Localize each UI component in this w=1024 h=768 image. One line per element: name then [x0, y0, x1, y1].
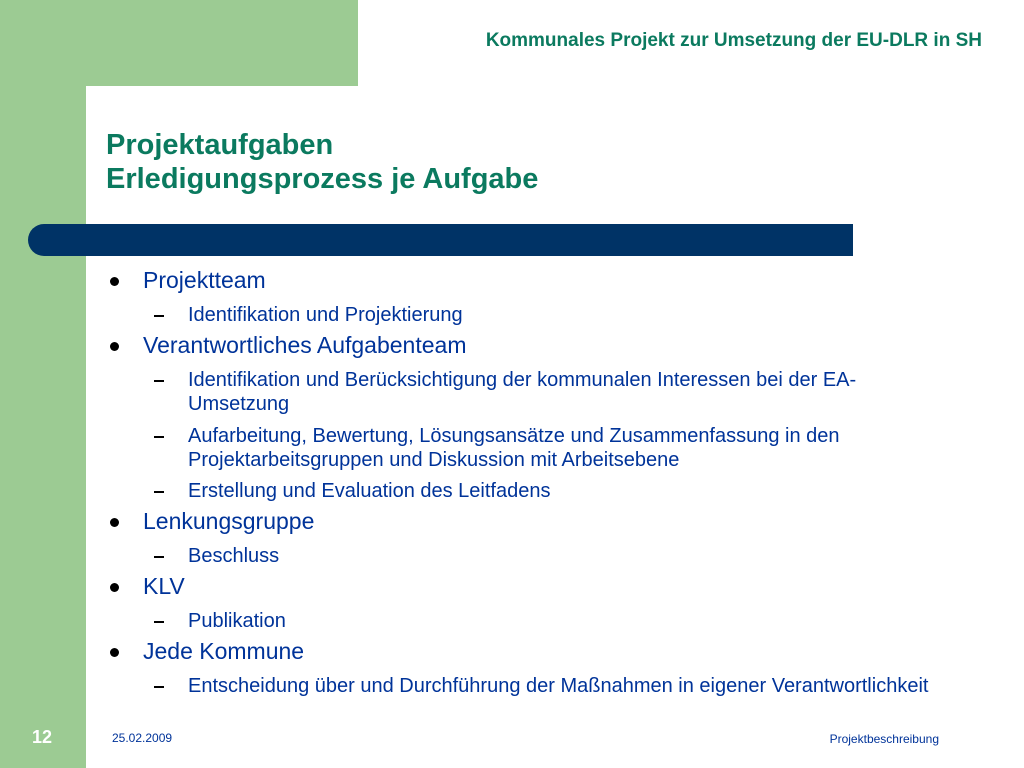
title-underline-bar	[28, 224, 853, 256]
bullet-item: Lenkungsgruppe	[143, 508, 315, 534]
sub-bullet-dash	[154, 315, 164, 317]
bullet-dot	[110, 583, 119, 592]
bullet-item: Verantwortliches Aufgabenteam	[143, 332, 467, 358]
sub-bullet-dash	[154, 686, 164, 688]
header-title: Kommunales Projekt zur Umsetzung der EU-DLR in SH	[485, 30, 982, 51]
sub-bullet-item: Erstellung und Evaluation des Leitfadens	[188, 480, 551, 502]
bullet-dot	[110, 277, 119, 286]
footer-date: 25.02.2009	[112, 731, 173, 745]
sub-bullet-dash	[154, 380, 164, 382]
bullet-item: Jede Kommune	[143, 638, 305, 664]
footer-label: Projektbeschreibung	[829, 732, 939, 746]
sub-bullet-item: Beschluss	[188, 545, 280, 567]
sub-bullet-dash	[154, 621, 164, 623]
slide-title-line2: Erledigungsprozess je Aufgabe	[106, 163, 539, 195]
bullet-dot	[110, 518, 119, 527]
top-green-panel	[0, 0, 358, 86]
sub-bullet-item: Identifikation und Projektierung	[188, 304, 463, 326]
sub-bullet-item: Entscheidung über und Durchführung der Maßnahmen in eigener Verantwortlichkeit	[188, 675, 929, 697]
slide-number: 12	[32, 727, 53, 747]
sub-bullet-dash	[154, 491, 164, 493]
bullet-dot	[110, 648, 119, 657]
sub-bullet-dash	[154, 436, 164, 438]
sub-bullet-item: Publikation	[188, 610, 286, 632]
slide-title	[106, 128, 538, 196]
sub-bullet-item: Identifikation und Berücksichtigung der kommunalen Interessen bei der EA-Umsetzung	[188, 369, 857, 415]
bullet-item: KLV	[143, 573, 185, 599]
bullet-dot	[110, 342, 119, 351]
sub-bullet-item: Aufarbeitung, Bewertung, Lösungsansätze und Zusammenfassung in den Projektarbeitsgruppen und Diskussion mit Arbeitsebene	[188, 425, 840, 471]
bullet-item: Projektteam	[143, 267, 266, 293]
left-green-panel	[0, 0, 86, 768]
slide-title-line1: Projektaufgaben	[106, 129, 334, 161]
sub-bullet-dash	[154, 556, 164, 558]
